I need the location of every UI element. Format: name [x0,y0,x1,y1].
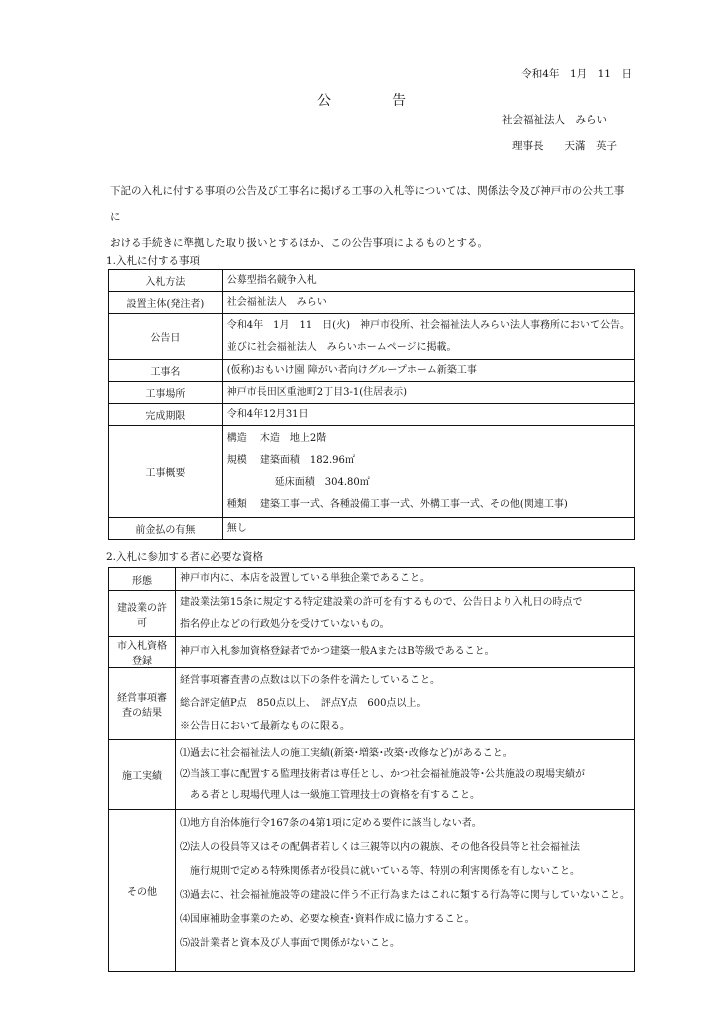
issuer-organization: 社会福祉法人 みらい [502,114,607,126]
content-line: ⑷国庫補助金事業のため、必要な検査･資料作成に協力すること。 [180,914,475,925]
row-label: 形態 [109,568,176,591]
intro-line: 下記の入札に付する事項の公告及び工事名に掲げる工事の入札等については、関係法令及び神戸市の公共工事に [110,185,625,223]
notice-date: 令和4年 1月 11 日 [521,68,632,80]
content-line: ⑶過去に、社会福祉施設等の建設に伴う不正行為またはこれに類する行為等に関与していないこと。 [180,890,630,901]
row-content [222,426,634,518]
content-line: 神戸市入札参加資格登録者でかつ建築一般AまたはB等級であること。 [180,646,495,657]
row-label: その他 [109,810,176,972]
table-row [109,518,635,540]
issuer-representative: 理事長 天滿 英子 [512,140,617,152]
content-line: 構造 木造 地上2階 [226,432,327,444]
row-label: 工事場所 [109,382,223,404]
row-content [222,360,634,382]
row-label: 工事名 [109,360,223,382]
content-line: 並びに社会福祉法人 みらいホームページに掲載。 [226,341,457,353]
row-label: 公告日 [109,314,223,360]
table-row [109,382,635,404]
content-line: 指名停止などの行政処分を受けていないもの。 [180,618,390,630]
table-row [109,810,635,972]
row-content [176,810,635,972]
table-row [109,426,635,518]
content-line: 令和4年 1月 11 日(火) 神戸市役所、社会福祉法人みらい法人事務所において公告。 [226,319,630,331]
content-line: 施行規則で定める特殊関係者が役員に就いている等、特別の利害関係を有しないこと。 [190,866,580,877]
section1-title: 1.入札に付する事項 [106,255,201,267]
table-row [109,668,635,740]
content-line: ⑵当該工事に配置する監理技術者は専任とし、かつ社会福祉施設等･公共施設の現場実績が [180,769,585,780]
content-line: ある者とし現場代理人は一級施工管理技士の資格を有すること。 [190,790,480,801]
content-line: ⑸設計業者と資本及び人事面で関係がないこと。 [180,938,400,949]
content-line: 無し [226,522,247,534]
content-line: ⑵法人の役員等又はその配偶者若しくは三親等以内の親族、その他各役員等と社会福祉法 [180,842,580,853]
content-line: ⑴過去に社会福祉法人の施工実績(新築･増築･改築･改修など)があること。 [180,748,513,759]
row-label: 経営事項審査の結果 [109,668,176,740]
table-row [109,314,635,360]
content-line: 延床面積 304.80㎡ [274,476,370,488]
table-row [109,637,635,668]
page-title: 公 告 [317,93,407,109]
table-row [109,292,635,314]
content-line: 経営事項審査書の点数は以下の条件を満たしていること。 [180,675,440,686]
row-label: 前金払の有無 [109,518,223,540]
row-content [222,292,634,314]
table-row [109,404,635,426]
row-content [176,568,635,591]
row-label: 設置主体(発注者) [109,292,223,314]
table-row [109,270,635,292]
content-line: 神戸市内に、本店を設置している単独企業であること。 [180,573,430,584]
table-row [109,740,635,810]
row-label: 完成期限 [109,404,223,426]
row-label: 入札方法 [109,270,223,292]
section1-table [108,269,635,540]
table-row [109,591,635,637]
section2-title: 2.入札に参加する者に必要な資格 [106,551,264,563]
content-line: 規模 建築面積 182.96㎡ [226,454,355,466]
intro-paragraph [110,178,630,256]
content-line: 公募型指名競争入札 [226,274,317,286]
row-label: 市入札資格登録 [109,637,176,668]
content-line: 社会福祉法人 みらい [226,296,327,308]
content-line: 総合評定値P点 850点以上、 評点Y点 600点以上。 [180,698,427,709]
row-content [222,404,634,426]
content-line: 令和4年12月31日 [226,408,309,420]
table-row [109,360,635,382]
row-content [176,740,635,810]
row-content [176,637,635,668]
content-line: 建設業法第15条に規定する特定建設業の許可を有するもので、公告日より入札日の時点で [180,596,583,608]
row-label: 工事概要 [109,426,223,518]
row-content [222,382,634,404]
row-label: 施工実績 [109,740,176,810]
content-line: ※公告日において最新なものに限る。 [180,721,350,732]
content-line: ⑴地方自治体施行令167条の4第1項に定める要件に該当しない者。 [180,818,482,829]
row-content [176,668,635,740]
content-line: 神戸市長田区重池町2丁目3-1(住居表示) [226,386,408,398]
section2-table [108,567,635,972]
row-content [222,270,634,292]
table-row [109,568,635,591]
content-line: 種類 建築工事一式、各種設備工事一式、外構工事一式、その他(関連工事) [226,498,568,510]
row-content [222,314,634,360]
intro-line: おける手続きに準拠した取り扱いとするほか、この公告事項によるものとする。 [110,237,488,249]
row-content [176,591,635,637]
content-line: (仮称)おもいけ園 障がい者向けグループホーム新築工事 [226,364,477,376]
row-content [222,518,634,540]
row-label: 建設業の許可 [109,591,176,637]
